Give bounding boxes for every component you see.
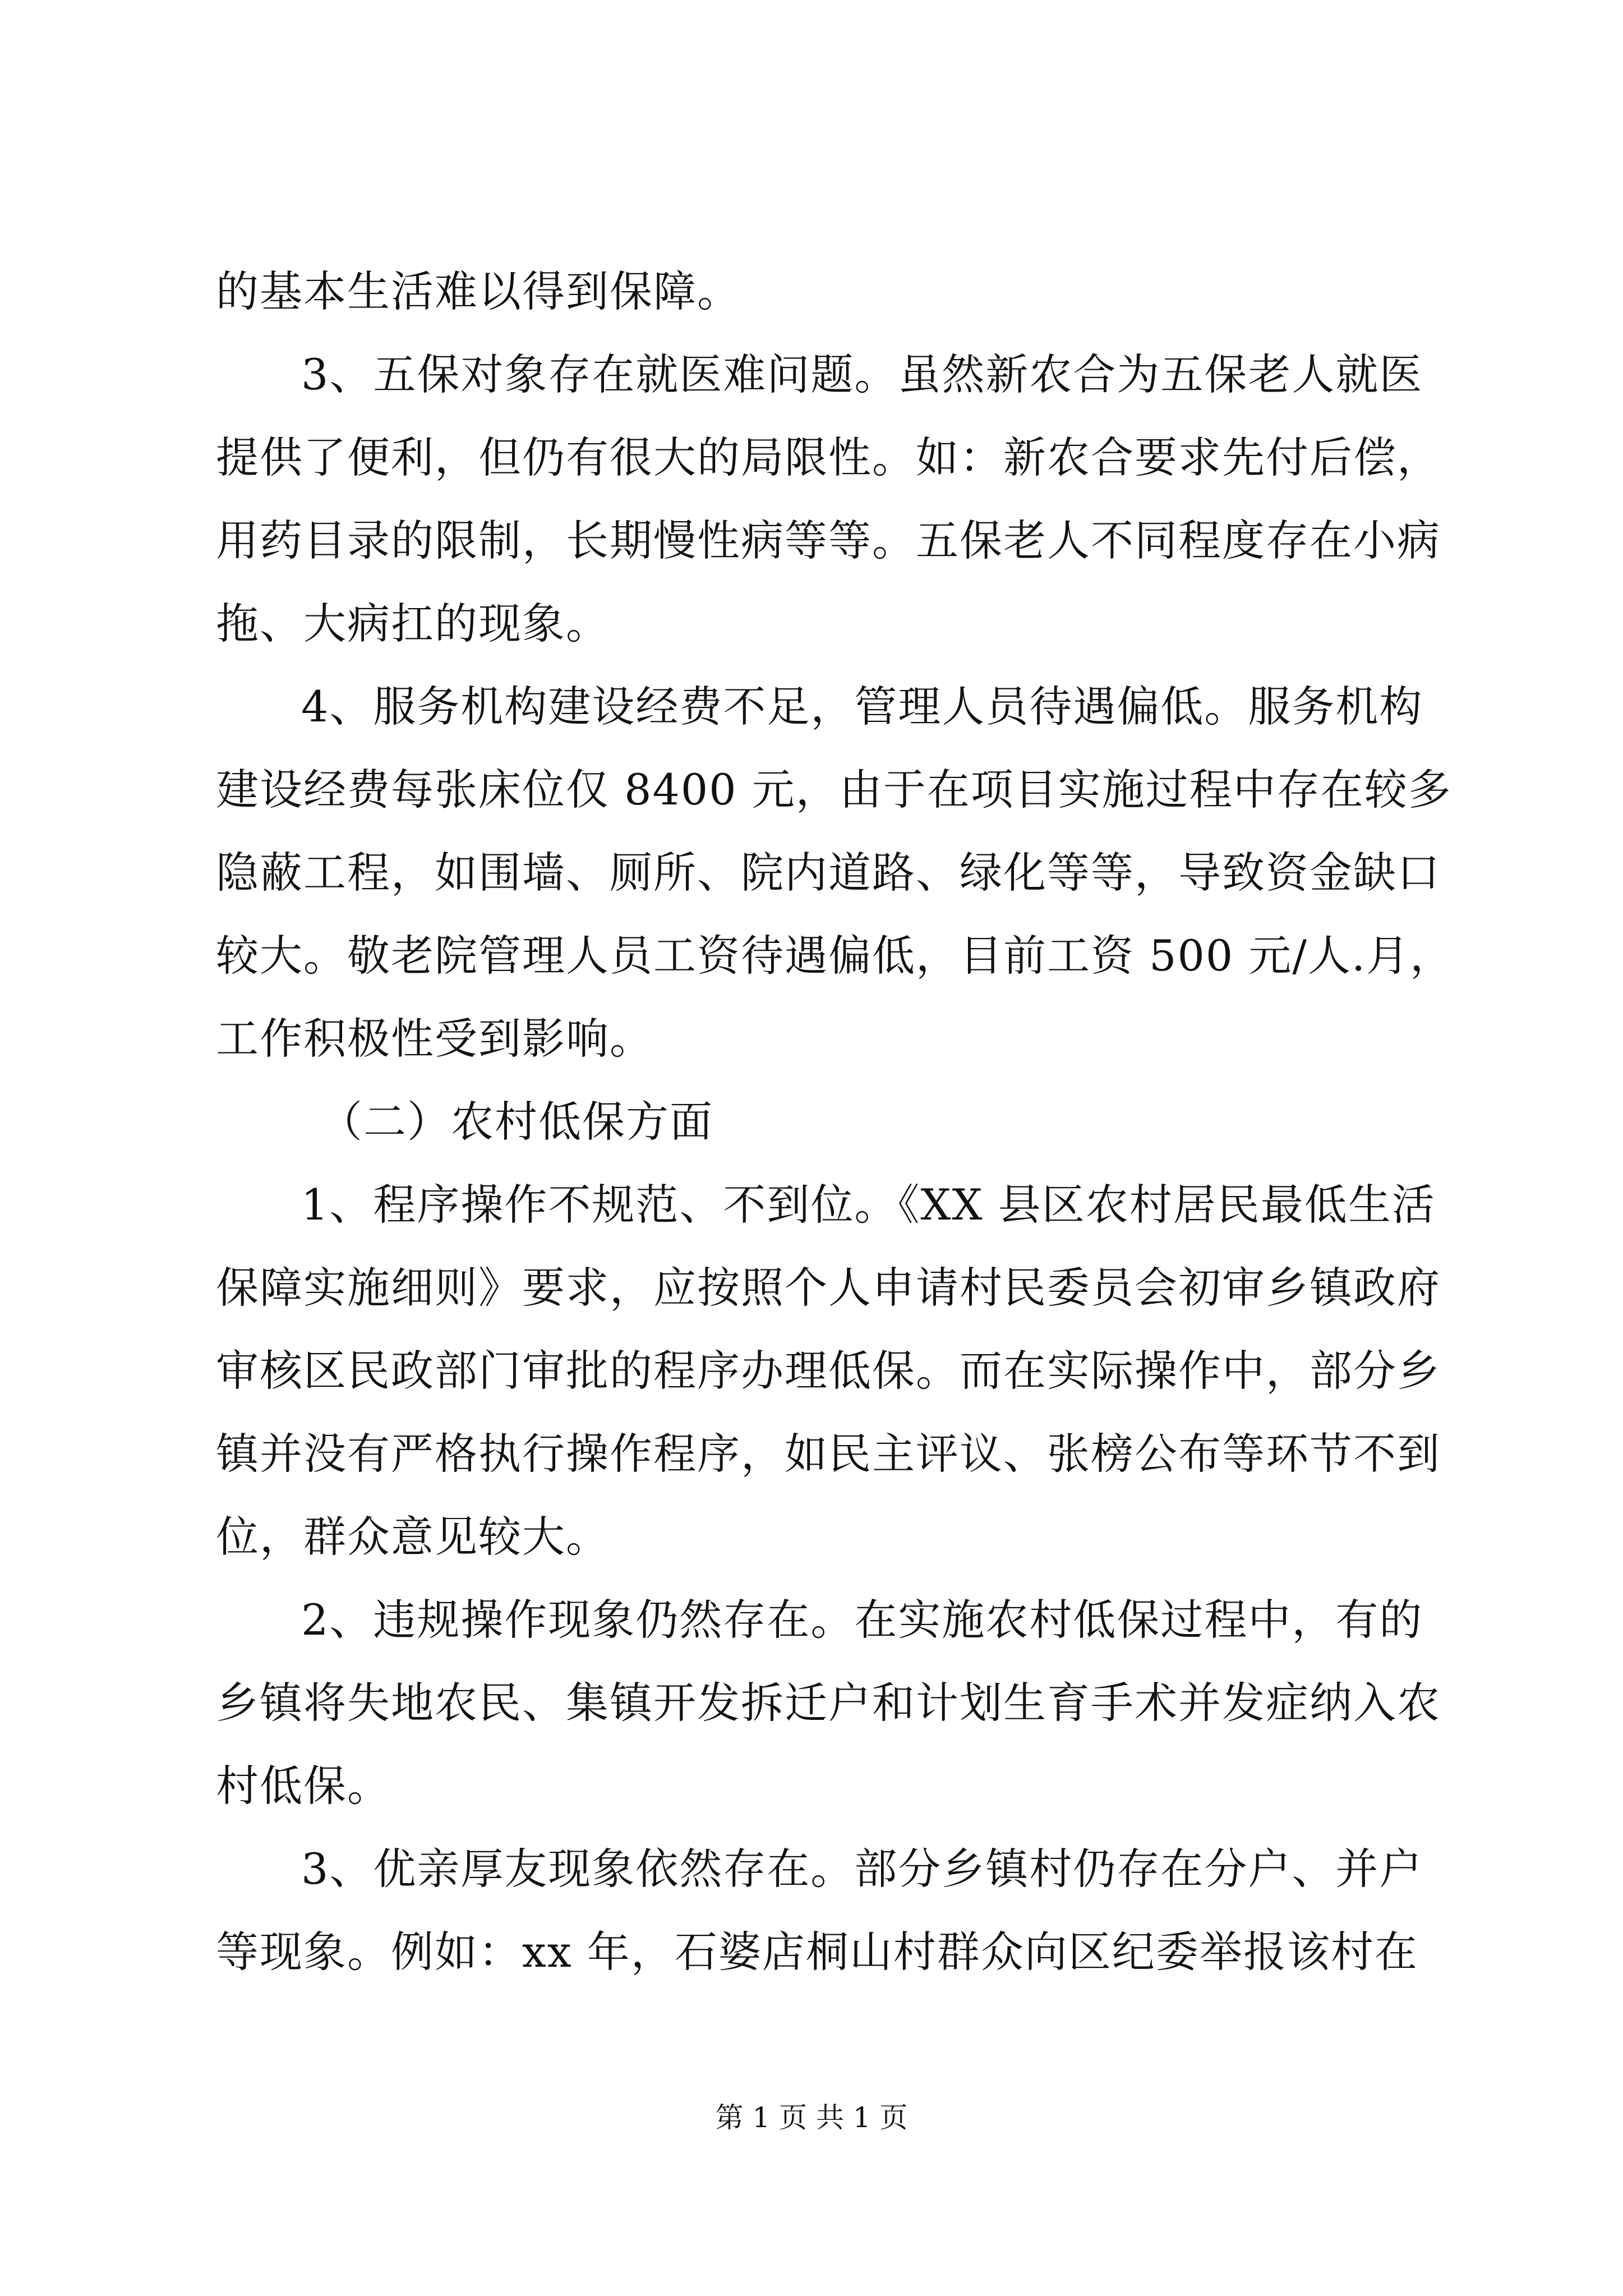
text-line: 保障实施细则》要求，应按照个人申请村民委员会初审乡镇政府 (216, 1263, 1441, 1313)
text-line: 较大。敬老院管理人员工资待遇偏低，目前工资 500 元/人.月， (216, 931, 1454, 981)
text-line: 等现象。例如：xx 年，石婆店桐山村群众向区纪委举报该村在 (216, 1927, 1418, 1977)
page-footer: 第 1 页 共 1 页 (715, 2101, 908, 2134)
text-line: 的基本生活难以得到保障。 (216, 266, 741, 316)
text-line: 乡镇将失地农民、集镇开发拆迁户和计划生育手术并发症纳入农 (216, 1678, 1441, 1728)
text-line: 村低保。 (216, 1761, 391, 1811)
text-line: 位，群众意见较大。 (216, 1512, 610, 1562)
text-line: 工作积极性受到影响。 (216, 1014, 653, 1064)
text-line: 用药目录的限制，长期慢性病等等。五保老人不同程度存在小病 (216, 516, 1441, 565)
text-line: 3、五保对象存在就医难问题。虽然新农合为五保老人就医 (301, 349, 1423, 399)
text-line: 建设经费每张床位仅 8400 元，由于在项目实施过程中存在较多 (216, 765, 1452, 815)
text-line: 3、优亲厚友现象依然存在。部分乡镇村仍存在分户、并户 (301, 1844, 1423, 1894)
text-line: 2、违规操作现象仍然存在。在实施农村低保过程中，有的 (301, 1595, 1423, 1645)
text-line: 1、程序操作不规范、不到位。《XX 县区农村居民最低生活 (301, 1180, 1436, 1230)
text-line: 提供了便利，但仍有很大的局限性。如：新农合要求先付后偿， (216, 432, 1441, 482)
text-line: 4、服务机构建设经费不足，管理人员待遇偏低。服务机构 (301, 682, 1423, 731)
text-line: 审核区民政部门审批的程序办理低保。而在实际操作中，部分乡 (216, 1346, 1441, 1396)
text-line: 拖、大病扛的现象。 (216, 599, 610, 648)
text-line: 镇并没有严格执行操作程序，如民主评议、张榜公布等环节不到 (216, 1429, 1441, 1479)
section-heading: （二）农村低保方面 (320, 1097, 713, 1147)
text-line: 隐蔽工程，如围墙、厕所、院内道路、绿化等等，导致资金缺口 (216, 848, 1441, 898)
